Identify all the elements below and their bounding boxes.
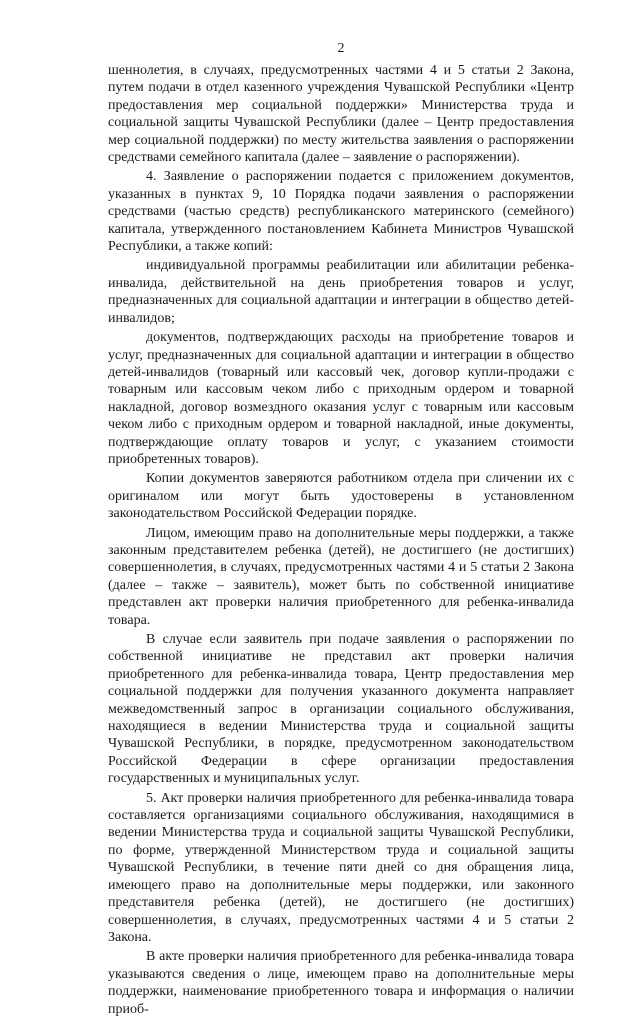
paragraph-p7: В случае если заявитель при подаче заявления о распоряжении по собственной инициативе не представил акт проверки наличия приобретенного для ребенка-инвалида товара, Центр предоставления мер социальной поддержки для получения указанного документа направляет межведомственный запрос в организации социального обслуживания, находящиеся в ведении Министерства труда и социальной защиты Чувашской Республики, в порядке, предусмотренном законодательством Российской Федерации в сфере организации предоставления государственных и муниципальных услуг. [108,632,574,787]
paragraph-p5: Копии документов заверяются работником отдела при сличении их с оригиналом или могут быть удостоверены в установленном законодательством Российской Федерации порядке. [108,471,574,522]
document-body [108,62,574,1018]
paragraph-p6: Лицом, имеющим право на дополнительные меры поддержки, а также законным представителем ребенка (детей), не достигшего (не достигших) совершеннолетия, в случаях, предусмотренных частями 4 и 5 статьи 2 Закона (далее – также – заявитель), может быть по собственной инициативе представлен акт проверки наличия приобретенного для ребенка-инвалида товара. [108,525,574,628]
paragraph-p2: 4. Заявление о распоряжении подается с приложением документов, указанных в пунктах 9, 10 Порядка подачи заявления о распоряжении средствами (частью средств) республиканского материнского (семейного) капитала, утвержденного постановлением Кабинета Министров Чувашской Республики, а также копий: [108,169,574,255]
paragraph-p8: 5. Акт проверки наличия приобретенного для ребенка-инвалида товара составляется организациями социального обслуживания, находящимися в ведении Министерства труда и социальной защиты Чувашской Республики, по форме, утвержденной Министерством труда и социальной защиты Чувашской Республики, в течение пяти дней со дня обращения лица, имеющего право на дополнительные меры поддержки, или законного представителя ребенка (детей), не достигшего (не достигших) совершеннолетия, в случаях, предусмотренных частями 4 и 5 статьи 2 Закона. [108,790,574,945]
page-number: 2 [337,41,345,56]
paragraph-p9: В акте проверки наличия приобретенного для ребенка-инвалида товара указываются сведения о лице, имеющем право на дополнительные меры поддержки, наименование приобретенного товара и информация о наличии приоб- [108,949,574,1017]
paragraph-p4: документов, подтверждающих расходы на приобретение товаров и услуг, предназначенных для социальной адаптации и интеграции в общество детей-инвалидов (товарный или кассовый чек, договор купли-продажи с товарным или кассовым чеком либо с приходным ордером и товарной накладной, договор возмездного оказания услуг с товарным или кассовым чеком либо с приходным ордером и товарной накладной, иные документы, подтверждающие оплату товаров и услуг, с указанием стоимости приобретенных товаров). [108,330,574,467]
paragraph-p3: индивидуальной программы реабилитации или абилитации ребенка-инвалида, действительной на день приобретения товаров и услуг, предназначенных для социальной адаптации и интеграции в общество детей-инвалидов; [108,258,574,326]
paragraph-p1: шеннолетия, в случаях, предусмотренных частями 4 и 5 статьи 2 Закона, путем подачи в отдел казенного учреждения Чувашской Республики «Центр предоставления мер социальной поддержки» Министерства труда и социальной защиты Чувашской Республики (далее – Центр предоставления мер социальной поддержки) по месту жительства заявления о распоряжении средствами семейного капитала (далее – заявление о распоряжении). [108,63,574,166]
